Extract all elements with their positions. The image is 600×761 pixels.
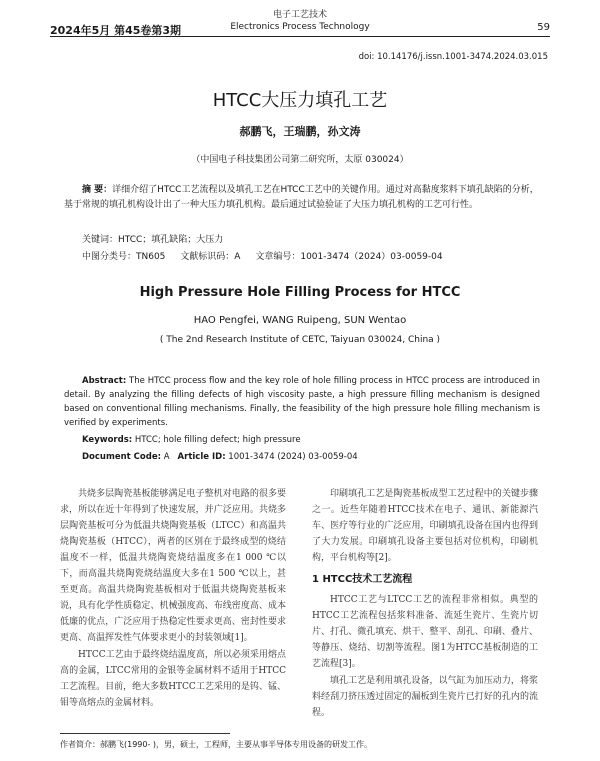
issue-info: 2024年5月 第45卷第3期	[50, 24, 182, 37]
footnote-rule	[60, 733, 230, 734]
doi: doi: 10.14176/j.issn.1001-3474.2024.03.015	[358, 52, 548, 62]
body-paragraph: 印刷填孔工艺是陶瓷基板成型工艺过程中的关键步骤之一。近些年随着HTCC技术在电子、通讯、新能源汽车、医疗等行业的广泛应用，印刷填孔设备在国内也得到了大力发展。印刷填孔设备主要包括对位机构，印刷机构，平台机构等[2]。	[312, 489, 538, 563]
keywords-en	[82, 435, 301, 445]
doc-code-cn: 文献标识码：A	[180, 252, 241, 262]
article-number-cn: 文章编号：1001-3474（2024）03-0059-04	[255, 252, 443, 262]
abstract-en-text: The HTCC process flow and the key role of hole filling process in HTCC process are introduced in detail. By analyzing the filling defects of high viscosity paste, a high pressure filling mechanism is designed based on conventional filling mechanisms. Finally, the feasibility of the high pressure hole filling mechanism is verified by experiments.	[64, 376, 540, 428]
article-id-value: 1001-3474 (2024) 03-0059-04	[225, 452, 358, 462]
journal-name	[0, 9, 600, 33]
page-number: 59	[537, 22, 550, 33]
doc-code-en-lead: Document Code:	[82, 452, 162, 462]
body-paragraph: 共烧多层陶瓷基板能够满足电子整机对电路的很多要求，所以在近十年得到了快速发展，并广泛应用。共烧多层陶瓷基板可分为低温共烧陶瓷基板（LTCC）和高温共烧陶瓷基板（HTCC），两者的区别在于最终成型的烧结温度不一样，低温共烧陶瓷烧结温度多在1 000 ℃以下，而高温共烧陶瓷烧结温度大多在1 500 ℃以上，甚至更高。高温共烧陶瓷基板相对于低温共烧陶瓷基板来说，具有化学性质稳定、机械强度高、布线密度高、成本低廉的优点，广泛应用于热稳定性要求更高、密封性要求更高、高温挥发性气体要求更小的封装领域[1]。	[60, 489, 286, 643]
affiliation-en: ( The 2nd Research Institute of CETC, Taiyuan 030024, China )	[159, 335, 441, 345]
journal-name-en: Electronics Process Technology	[230, 22, 370, 32]
abstract-cn-lead: 摘 要：	[82, 185, 113, 195]
document-code-en	[82, 452, 358, 462]
abstract-en-lead: Abstract:	[82, 376, 127, 386]
title-en: High Pressure Hole Filling Process for HTCC	[139, 285, 461, 300]
section-heading: 1 HTCC技术工艺流程	[312, 574, 413, 585]
authors-cn: 郝鹏飞，王瑞鹏，孙文涛	[239, 125, 361, 138]
keywords-cn: 关键词：HTCC；填孔缺陷；大压力	[82, 235, 224, 245]
author-footnote: 作者简介：郝鹏飞(1990- )，男，硕士，工程师，主要从事半导体专用设备的研发工作。	[60, 740, 373, 749]
classification-cn	[82, 249, 455, 262]
abstract-en	[64, 374, 540, 430]
keywords-en-lead: Keywords:	[82, 435, 133, 445]
doc-code-en-value: A	[161, 452, 170, 462]
affiliation-cn: （中国电子科技集团公司第二研究所，太原 030024）	[191, 155, 409, 165]
title-cn: HTCC大压力填孔工艺	[212, 90, 388, 111]
clc-number: 中图分类号：TN605	[82, 252, 166, 262]
keywords-en-text: HTCC; hole filling defect; high pressure	[132, 435, 301, 445]
abstract-cn-text: 详细介绍了HTCC工艺流程以及填孔工艺在HTCC工艺中的关键作用。通过对高黏度浆料下填孔缺陷的分析，基于常规的填孔机构设计出了一种大压力填孔机构。最后通过试验验证了大压力填孔机构的工艺可行性。	[64, 185, 539, 210]
authors-en: HAO Pengfei, WANG Ruipeng, SUN Wentao	[193, 315, 407, 326]
body-column-right	[312, 486, 538, 722]
article-id-lead: Article ID:	[177, 452, 226, 462]
abstract-cn	[64, 183, 540, 213]
body-paragraph: 填孔工艺是利用填孔设备，以气缸为加压动力，将浆料经刮刀挤压透过固定的漏板到生瓷片已打好的孔内的流程。	[312, 676, 538, 718]
body-paragraph: HTCC工艺与LTCC工艺的流程非常相似。典型的HTCC工艺流程包括浆料准备、流延生瓷片、生瓷片切片、打孔、微孔填充、烘干、整平、刮孔、印刷、叠片、等静压、烧结、切割等流程。图1为HTCC基板制造的工艺流程[3]。	[312, 595, 538, 669]
header-rule	[50, 36, 550, 37]
body-column-left	[60, 486, 286, 712]
journal-name-cn: 电子工艺技术	[272, 10, 327, 20]
body-paragraph: HTCC工艺由于最终烧结温度高，所以必须采用熔点高的金属，LTCC常用的金银等金属材料不适用于HTCC工艺流程。目前，绝大多数HTCC工艺采用的是钨、锰、钼等高熔点的金属材料。	[60, 650, 286, 708]
